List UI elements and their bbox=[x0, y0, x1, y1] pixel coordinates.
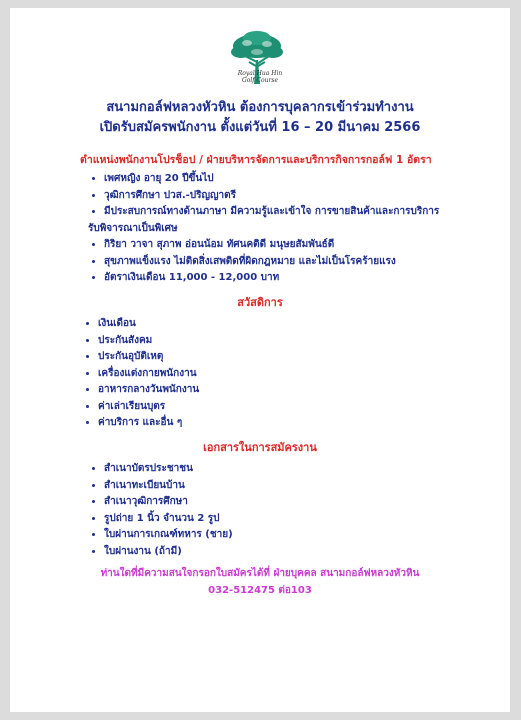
list-item: • เพศหญิง อายุ 20 ปีขึ้นไป bbox=[104, 171, 504, 188]
documents-list bbox=[88, 461, 404, 560]
list-item: • สำเนาทะเบียนบ้าน bbox=[104, 478, 404, 495]
logo-text bbox=[210, 70, 310, 84]
documents-title: เอกสารในการสมัครงาน bbox=[203, 441, 317, 454]
requirements-list bbox=[88, 171, 504, 287]
heading-line-1: สนามกอล์ฟหลวงหัวหิน ต้องการบุคลากรเข้าร่วมทำงาน bbox=[106, 100, 414, 115]
list-item: • ค่าเล่าเรียนบุตร bbox=[98, 399, 398, 416]
list-item: • ใบผ่านงาน (ถ้ามี) bbox=[104, 544, 404, 561]
list-item: • วุฒิการศึกษา ปวส.-ปริญญาตรี bbox=[104, 188, 504, 205]
list-item: • อาหารกลางวันพนักงาน bbox=[98, 382, 398, 399]
position-line: ตำแหน่งพนักงานโปรช็อป / ฝ่ายบริหารจัดการและบริการกิจการกอล์ฟ 1 อัตรา bbox=[80, 154, 432, 166]
list-item: • เครื่องแต่งกายพนักงาน bbox=[98, 366, 398, 383]
list-item: • กิริยา วาจา สุภาพ อ่อนน้อม ทัศนคติดี มนุษยสัมพันธ์ดี bbox=[104, 237, 504, 254]
list-item: • ประกันอุบัติเหตุ bbox=[98, 349, 398, 366]
logo-line-2: Golf Course bbox=[241, 77, 279, 84]
list-item: • อัตราเงินเดือน 11,000 - 12,000 บาท bbox=[104, 270, 504, 287]
list-item: รับพิจารณาเป็นพิเศษ bbox=[88, 222, 178, 234]
list-item: • รูปถ่าย 1 นิ้ว จำนวน 2 รูป bbox=[104, 511, 404, 528]
benefits-title: สวัสดิการ bbox=[237, 296, 283, 309]
list-item: • มีประสบการณ์ทางด้านภาษา มีความรู้และเข้าใจ การขายสินค้าและการบริการ bbox=[104, 204, 504, 221]
document-page bbox=[10, 8, 510, 712]
logo-line-1: Royal Hua Hin bbox=[237, 70, 283, 77]
list-item: • เงินเดือน bbox=[98, 316, 398, 333]
contact-line-1: ท่านใดที่มีความสนใจกรอกใบสมัครได้ที่ ฝ่ายบุคคล สนามกอล์ฟหลวงหัวหิน bbox=[100, 568, 420, 579]
list-item: • สำเนาบัตรประชาชน bbox=[104, 461, 404, 478]
list-item: • ประกันสังคม bbox=[98, 333, 398, 350]
heading-line-2: เปิดรับสมัครพนักงาน ตั้งแต่วันที่ 16 – 20 มีนาคม 2566 bbox=[99, 120, 421, 135]
list-item: • ค่าบริการ และอื่น ๆ bbox=[98, 415, 398, 432]
contact-phone: 032-512475 ต่อ103 bbox=[208, 585, 312, 596]
benefits-list bbox=[82, 316, 398, 432]
list-item: • สำเนาวุฒิการศึกษา bbox=[104, 494, 404, 511]
list-item: • ใบผ่านการเกณฑ์ทหาร (ชาย) bbox=[104, 527, 404, 544]
list-item: • สุขภาพแข็งแรง ไม่ติดสิ่งเสพติดที่ผิดกฎหมาย และไม่เป็นโรคร้ายแรง bbox=[104, 254, 504, 271]
